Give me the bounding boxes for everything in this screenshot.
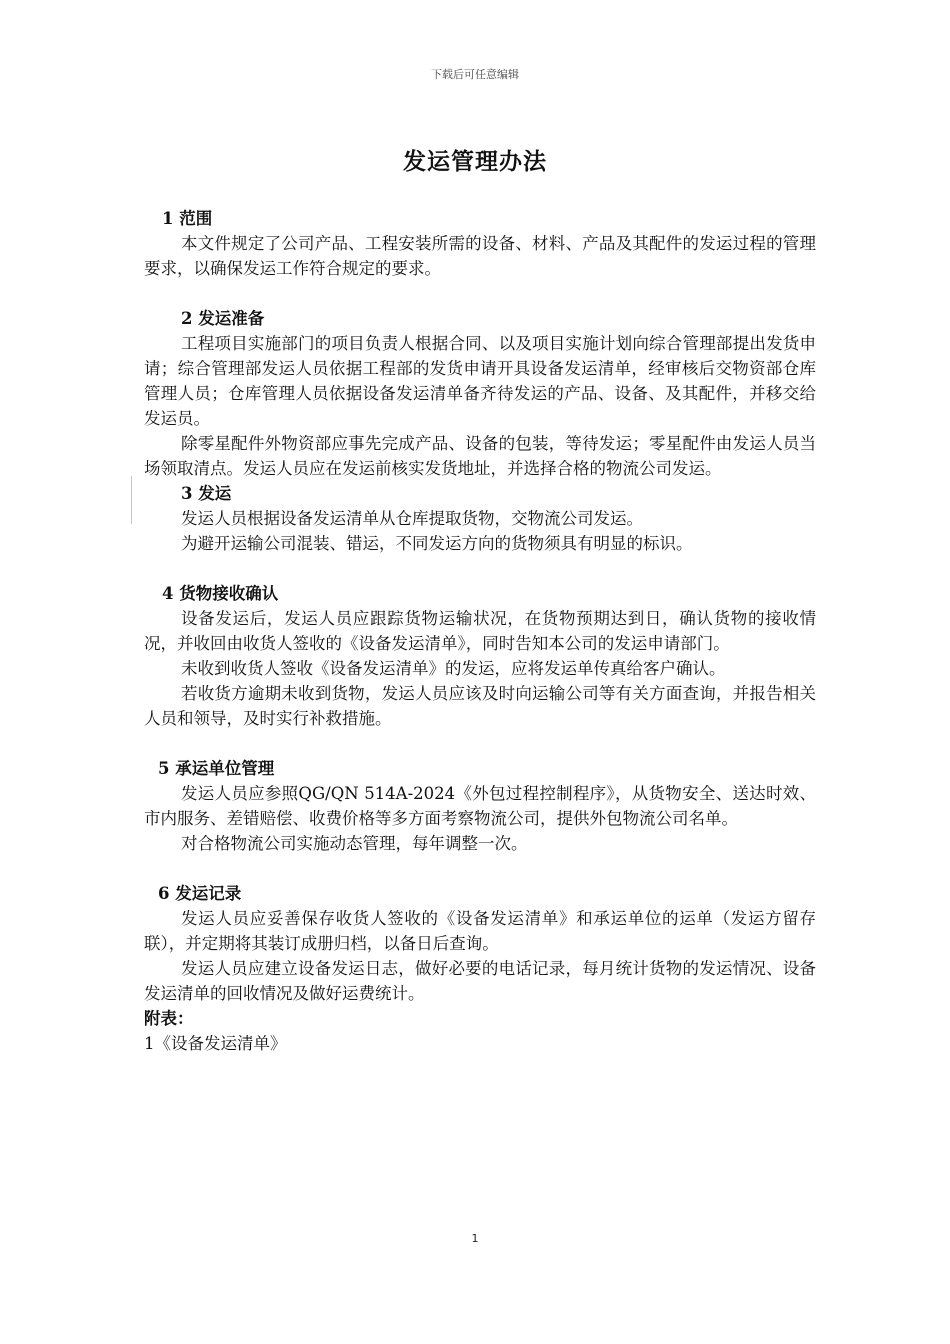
section-carrier-management — [144, 756, 816, 856]
paragraph: 为避开运输公司混装、错运，不同发运方向的货物须具有明显的标识。 — [181, 534, 693, 553]
section-receipt-confirmation — [144, 581, 816, 731]
spacer — [144, 731, 816, 756]
section-heading: 5 承运单位管理 — [158, 759, 275, 778]
section-heading: 3 发运 — [181, 484, 232, 503]
paragraph: 发运人员应妥善保存收货人签收的《设备发运清单》和承运单位的运单（发运方留存联），并定期将其装订成册归档，以备日后查询。 — [144, 909, 816, 953]
section-preparation — [144, 306, 816, 481]
section-scope — [144, 206, 816, 281]
paragraph: 工程项目实施部门的项目负责人根据合同、以及项目实施计划向综合管理部提出发货申请；综合管理部发运人员依据工程部的发货申请开具设备发运清单，经审核后交物资部仓库管理人员；仓库管理人员依据设备发运清单备齐待发运的产品、设备、及其配件，并移交给发运员。 — [144, 334, 816, 428]
section-heading: 6 发运记录 — [158, 884, 242, 903]
header-note: 下载后可任意编辑 — [431, 68, 519, 81]
spacer — [144, 856, 816, 881]
section-heading: 4 货物接收确认 — [162, 584, 279, 603]
paragraph: 未收到收货人签收《设备发运清单》的发运，应将发运单传真给客户确认。 — [181, 659, 726, 678]
section-shipping — [144, 481, 816, 556]
appendix-heading: 附表： — [144, 1009, 194, 1028]
paragraph: 若收货方逾期未收到货物，发运人员应该及时向运输公司等有关方面查询，并报告相关人员和领导，及时实行补救措施。 — [144, 684, 816, 728]
section-heading: 1 范围 — [162, 209, 213, 228]
paragraph: 对合格物流公司实施动态管理，每年调整一次。 — [181, 834, 528, 853]
paragraph: 除零星配件外物资部应事先完成产品、设备的包装，等待发运；零星配件由发运人员当场领取清点。发运人员应在发运前核实发货地址，并选择合格的物流公司发运。 — [144, 434, 816, 478]
paragraph: 发运人员应参照QG/QN 514A-2024《外包过程控制程序》，从货物安全、送达时效、市内服务、差错赔偿、收费价格等多方面考察物流公司，提供外包物流公司名单。 — [144, 784, 816, 828]
document-body — [144, 206, 816, 1056]
spacer — [144, 556, 816, 581]
section-shipping-records — [144, 881, 816, 1006]
section-appendix — [144, 1006, 816, 1056]
margin-mark — [131, 476, 132, 524]
paragraph: 发运人员应建立设备发运日志，做好必要的电话记录，每月统计货物的发运情况、设备发运清单的回收情况及做好运费统计。 — [144, 959, 816, 1003]
appendix-item: 1《设备发运清单》 — [144, 1034, 287, 1053]
paragraph: 本文件规定了公司产品、工程安装所需的设备、材料、产品及其配件的发运过程的管理要求，以确保发运工作符合规定的要求。 — [144, 234, 816, 278]
section-heading: 2 发运准备 — [181, 309, 265, 328]
paragraph: 设备发运后，发运人员应跟踪货物运输状况，在货物预期达到日，确认货物的接收情况，并收回由收货人签收的《设备发运清单》，同时告知本公司的发运申请部门。 — [144, 609, 816, 653]
document-title: 发运管理办法 — [403, 148, 547, 175]
paragraph: 发运人员根据设备发运清单从仓库提取货物，交物流公司发运。 — [181, 509, 643, 528]
page-number: 1 — [471, 1232, 479, 1245]
spacer — [144, 281, 816, 306]
